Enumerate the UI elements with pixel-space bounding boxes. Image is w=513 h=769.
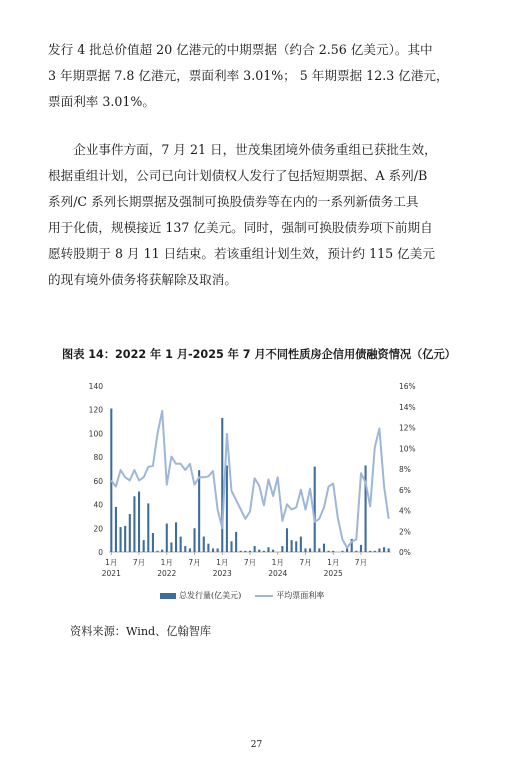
x-axis-month-label: 7月 bbox=[354, 558, 368, 567]
right-axis-tick-label: 0% bbox=[399, 548, 411, 557]
legend-line-swatch bbox=[255, 595, 273, 597]
bar-mark bbox=[254, 546, 256, 552]
bar-mark bbox=[383, 547, 385, 552]
bar-mark bbox=[323, 544, 325, 552]
bar-mark bbox=[152, 533, 154, 552]
x-axis-month-label: 7月 bbox=[188, 558, 201, 567]
bar-mark bbox=[263, 551, 265, 552]
bar-mark bbox=[157, 551, 159, 552]
bar-mark bbox=[346, 548, 348, 552]
text-line: 3 年期票据 7.8 亿港元，票面利率 3.01%； 5 年期票据 12.3 亿港元， bbox=[48, 68, 449, 83]
bar-mark bbox=[365, 465, 367, 552]
bar-mark bbox=[318, 548, 320, 552]
bar-mark bbox=[244, 551, 246, 552]
bar-mark bbox=[138, 492, 140, 552]
bar-mark bbox=[314, 467, 316, 552]
right-axis-tick-label: 16% bbox=[399, 382, 416, 391]
bar-mark bbox=[207, 544, 209, 552]
bar-mark bbox=[304, 548, 306, 552]
bar-mark bbox=[360, 545, 362, 552]
bar-mark bbox=[129, 514, 131, 552]
x-axis-year-label: 2023 bbox=[212, 569, 232, 578]
left-axis-tick-label: 120 bbox=[88, 405, 103, 415]
left-axis-tick-label: 20 bbox=[93, 524, 103, 534]
text-line: 根据重组计划，公司已向计划债权人发行了包括短期票据、A 系列/B bbox=[48, 168, 428, 183]
bar-mark bbox=[226, 465, 228, 552]
bar-mark bbox=[355, 551, 357, 552]
x-axis-year-label: 2021 bbox=[101, 569, 121, 578]
text-line: 的现有境外债务将获解除及取消。 bbox=[48, 272, 237, 287]
bar-mark bbox=[221, 418, 223, 552]
right-axis-tick-label: 8% bbox=[399, 465, 411, 474]
bar-mark bbox=[309, 548, 311, 552]
bar-mark bbox=[378, 548, 380, 552]
bar-mark bbox=[184, 546, 186, 552]
bar-mark bbox=[120, 527, 122, 552]
bar-mark bbox=[300, 537, 302, 552]
x-axis-month-label: 7月 bbox=[243, 558, 257, 567]
bar-mark bbox=[258, 550, 260, 552]
bar-mark bbox=[267, 547, 269, 552]
left-axis-tick-label: 100 bbox=[88, 429, 103, 439]
figure-source: 资料来源：Wind、亿翰智库 bbox=[70, 625, 212, 638]
left-axis-tick-label: 0 bbox=[98, 548, 103, 557]
bar-mark bbox=[230, 541, 232, 552]
bar-mark bbox=[235, 532, 237, 552]
x-axis-month-label: 1月 bbox=[160, 558, 173, 567]
left-axis-tick-label: 60 bbox=[93, 476, 103, 486]
coupon-rate-line bbox=[111, 411, 388, 548]
bar-mark bbox=[193, 528, 195, 552]
bar-mark bbox=[217, 548, 219, 552]
x-axis-year-label: 2022 bbox=[157, 569, 177, 578]
bar-mark bbox=[189, 548, 191, 552]
bar-mark bbox=[124, 526, 126, 552]
bar-mark bbox=[147, 503, 149, 552]
bar-mark bbox=[388, 548, 390, 552]
left-axis-tick-label: 80 bbox=[93, 453, 103, 463]
x-axis-month-label: 7月 bbox=[299, 558, 312, 567]
x-axis-month-label: 1月 bbox=[271, 558, 284, 567]
bar-mark bbox=[161, 550, 163, 552]
text-line: 企业事件方面，7 月 21 日，世茂集团境外债务重组已获批生效， bbox=[48, 142, 437, 157]
right-axis-tick-label: 10% bbox=[399, 444, 416, 454]
bar-mark bbox=[203, 537, 205, 552]
paragraph-notes-issuance bbox=[48, 37, 468, 115]
bar-mark bbox=[212, 548, 214, 552]
bar-mark bbox=[369, 551, 371, 552]
right-axis-tick-label: 6% bbox=[399, 485, 411, 495]
bar-mark bbox=[240, 551, 242, 552]
right-axis-tick-label: 2% bbox=[399, 527, 411, 537]
legend-line-label: 平均票面利率 bbox=[276, 591, 325, 600]
x-axis-month-label: 1月 bbox=[105, 558, 118, 567]
text-line: 系列/C 系列长期票据及强制可换股债券等在内的一系列新债务工具 bbox=[48, 194, 419, 209]
bar-mark bbox=[170, 543, 172, 552]
left-axis-tick-label: 40 bbox=[93, 500, 103, 510]
x-axis-year-label: 2024 bbox=[268, 569, 288, 578]
bar-mark bbox=[272, 550, 274, 552]
left-axis-tick-label: 140 bbox=[88, 382, 103, 391]
bar-mark bbox=[291, 540, 293, 552]
text-line: 愿转股期于 8 月 11 日结束。若该重组计划生效，预计约 115 亿美元 bbox=[48, 246, 435, 261]
bar-mark bbox=[332, 551, 334, 552]
bar-mark bbox=[166, 524, 168, 552]
bar-mark bbox=[180, 537, 182, 552]
bar-mark bbox=[133, 496, 135, 552]
text-line: 发行 4 批总价值超 20 亿港元的中期票据（约合 2.56 亿美元）。其中 bbox=[48, 42, 433, 57]
x-axis-month-label: 1月 bbox=[216, 558, 229, 567]
x-axis-month-label: 1月 bbox=[327, 558, 340, 567]
x-axis-month-label: 7月 bbox=[132, 558, 146, 567]
bar-mark bbox=[295, 541, 297, 552]
figure-title: 图表 14：2022 年 1 月-2025 年 7 月不同性质房企信用债融资情况（亿元） bbox=[62, 348, 456, 361]
page-number: 27 bbox=[250, 740, 263, 750]
chart-legend bbox=[160, 590, 324, 601]
bar-mark bbox=[143, 540, 145, 552]
bar-mark bbox=[175, 522, 177, 552]
bar-mark bbox=[115, 507, 117, 552]
bar-mark bbox=[286, 528, 288, 552]
text-line: 票面利率 3.01%。 bbox=[48, 94, 155, 109]
text-line: 用于化债，规模接近 137 亿美元。同时，强制可换股债券项下前期自 bbox=[48, 220, 433, 235]
bar-mark bbox=[374, 551, 376, 552]
paragraph-corporate-events bbox=[48, 137, 468, 293]
bar-mark bbox=[341, 551, 343, 552]
x-axis-year-label: 2025 bbox=[323, 569, 343, 578]
legend-bar-label: 总发行量(亿美元) bbox=[179, 591, 242, 600]
bar-mark bbox=[281, 546, 283, 552]
bar-mark bbox=[328, 551, 330, 552]
right-axis-tick-label: 12% bbox=[399, 423, 416, 433]
right-axis-tick-label: 4% bbox=[399, 506, 411, 516]
bar-mark bbox=[249, 551, 251, 552]
right-axis-tick-label: 14% bbox=[399, 402, 416, 412]
bar-mark bbox=[198, 470, 200, 552]
combo-chart bbox=[62, 368, 452, 583]
legend-bar-swatch bbox=[160, 593, 176, 599]
